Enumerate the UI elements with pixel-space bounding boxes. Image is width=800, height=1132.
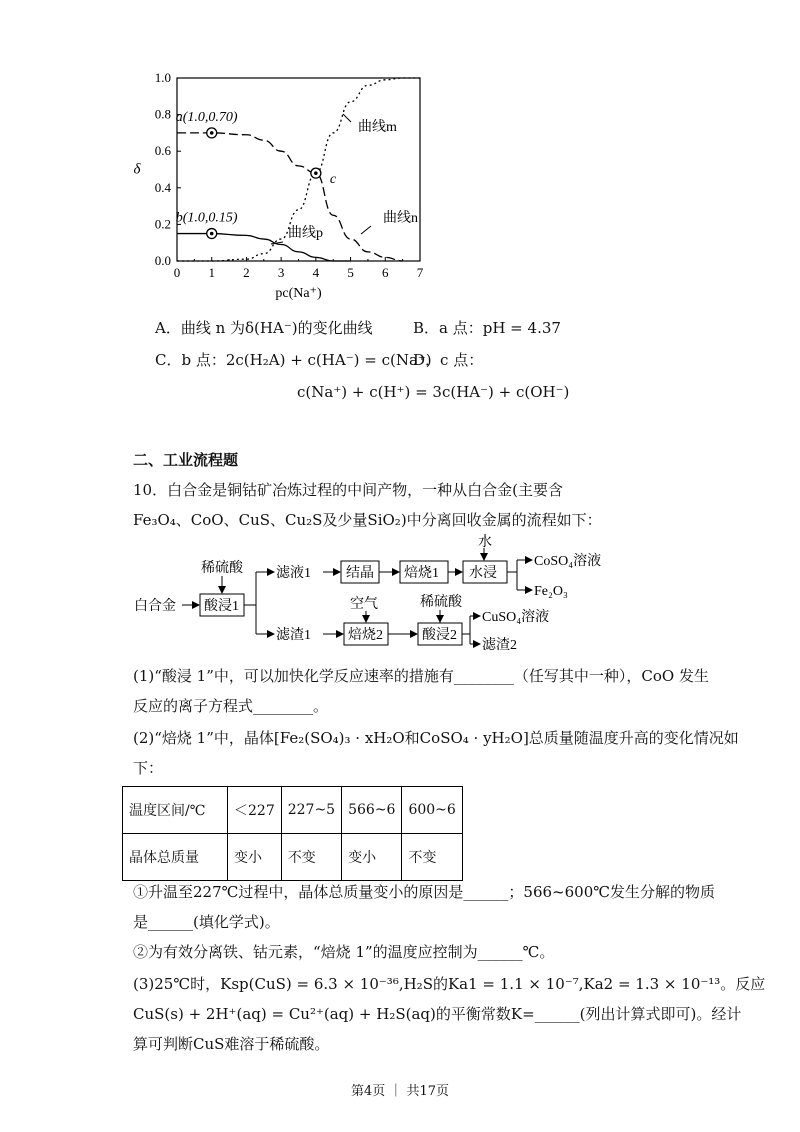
flow-box-crystallize: 结晶 bbox=[346, 566, 374, 581]
table-cell: ＜227 bbox=[228, 787, 282, 834]
option-d-equation: c(Na⁺) + c(H⁺) = 3c(HA⁻) + c(OH⁻) bbox=[297, 383, 570, 401]
table-cell: 晶体总质量 bbox=[123, 834, 228, 881]
x-tick-label: 4 bbox=[312, 265, 320, 280]
data-point-center bbox=[210, 131, 214, 135]
flow-out-fe2o3: Fe₂O₃ bbox=[534, 584, 568, 599]
q1-line-2: 反应的离子方程式________。 bbox=[133, 697, 329, 715]
x-tick-label: 5 bbox=[347, 265, 354, 280]
flow-air-label: 空气 bbox=[350, 597, 378, 612]
y-tick-label: 0.0 bbox=[154, 253, 171, 268]
flow-acid1-label: 稀硫酸 bbox=[201, 561, 243, 576]
flow-out-cuso4: CuSO₄溶液 bbox=[482, 610, 550, 625]
flow-acid2-label: 稀硫酸 bbox=[420, 595, 462, 610]
q3-line-2: CuS(s) + 2H⁺(aq) = Cu²⁺(aq) + H₂S(aq)的平衡常数K=______(列出计算式即可)。经计 bbox=[133, 1005, 742, 1023]
y-axis-label: δ bbox=[133, 161, 141, 178]
q2-sub1-line-2: 是______(填化学式)。 bbox=[133, 913, 280, 931]
option-d: D．c 点： bbox=[413, 351, 484, 369]
table-cell: 566~6 bbox=[342, 787, 402, 834]
page-footer: 第4页 ｜ 共17页 bbox=[350, 1084, 450, 1099]
q2-sub2: ②为有效分离铁、钴元素，“焙烧 1”的温度应控制为______℃。 bbox=[133, 943, 555, 961]
x-tick-label: 2 bbox=[243, 265, 250, 280]
flow-residue1: 滤渣1 bbox=[276, 628, 311, 643]
table-cell: 变小 bbox=[228, 834, 282, 881]
curve-label: 曲线p bbox=[288, 226, 323, 241]
y-tick-label: 0.2 bbox=[154, 216, 171, 232]
point-label: c bbox=[329, 172, 337, 188]
distribution-chart bbox=[125, 62, 445, 312]
process-flow-diagram bbox=[130, 530, 650, 660]
table-cell: 不变 bbox=[281, 834, 341, 881]
curve-label-leader bbox=[343, 114, 351, 122]
section-title: 二、工业流程题 bbox=[133, 451, 239, 469]
q3-line-3: 算可判断CuS难溶于稀硫酸。 bbox=[133, 1035, 330, 1053]
q2-line-2: 下： bbox=[133, 759, 164, 777]
series-line-曲线p bbox=[177, 234, 351, 261]
point-label: b(1.0,0.15) bbox=[175, 210, 238, 226]
y-tick-label: 0.6 bbox=[154, 143, 171, 159]
flow-water-label: 水 bbox=[478, 535, 492, 550]
curve-label: 曲线m bbox=[358, 120, 397, 135]
q2-line-1: (2)“焙烧 1”中，晶体[Fe₂(SO₄)₃ · xH₂O和CoSO₄ · yH₂O]总质量随温度升高的变化情况如 bbox=[133, 729, 739, 747]
point-label: a(1.0,0.70) bbox=[175, 109, 238, 125]
table-cell: 温度区间/℃ bbox=[123, 787, 228, 834]
table-cell: 变小 bbox=[342, 834, 402, 881]
y-tick-label: 0.4 bbox=[154, 179, 171, 195]
q1-line-1: (1)“酸浸 1”中，可以加快化学反应速率的措施有________（任写其中一种），CoO 发生 bbox=[133, 667, 709, 685]
flow-out-residue2: 滤渣2 bbox=[482, 638, 517, 653]
question-10-line-2: Fe₃O₄、CoO、CuS、Cu₂S及少量SiO₂)中分离回收金属的流程如下： bbox=[133, 511, 602, 529]
x-tick-label: 3 bbox=[277, 265, 285, 280]
option-a: A．曲线 n 为δ(HA⁻)的变化曲线 bbox=[155, 319, 373, 337]
data-point-center bbox=[210, 232, 214, 236]
flow-box-acid1: 酸浸1 bbox=[204, 599, 239, 614]
table-cell: 600~6 bbox=[402, 787, 462, 834]
table-row bbox=[123, 834, 463, 881]
x-tick-label: 0 bbox=[173, 265, 181, 280]
table-cell: 不变 bbox=[402, 834, 462, 881]
y-tick-label: 0.8 bbox=[154, 106, 171, 122]
x-axis-label: pc(Na⁺) bbox=[275, 286, 322, 301]
curve-label: 曲线n bbox=[383, 211, 418, 226]
flow-box-water-leach: 水浸 bbox=[469, 566, 497, 581]
flow-start: 白合金 bbox=[134, 599, 176, 614]
question-10-line-1: 10．白合金是铜钴矿冶炼过程的中间产物，一种从白合金(主要含 bbox=[133, 481, 563, 499]
table-cell: 227~5 bbox=[281, 787, 341, 834]
option-c: C．b 点：2c(H₂A) + c(HA⁻) = c(Na⁺) bbox=[155, 351, 432, 369]
option-b: B．a 点：pH = 4.37 bbox=[413, 319, 561, 337]
flow-filtrate1: 滤液1 bbox=[276, 566, 311, 581]
series-line-曲线n bbox=[177, 133, 403, 261]
x-tick-label: 7 bbox=[416, 265, 424, 280]
curve-label-leader bbox=[361, 226, 371, 234]
q2-sub1-line-1: ①升温至227℃过程中，晶体总质量变小的原因是______；566~600℃发生分解的物质 bbox=[133, 883, 716, 901]
flow-box-roast2: 焙烧2 bbox=[348, 628, 383, 643]
temperature-table bbox=[122, 786, 463, 881]
y-tick-label: 1.0 bbox=[154, 70, 171, 85]
data-point-center bbox=[314, 171, 318, 175]
flow-box-roast1: 焙烧1 bbox=[404, 566, 439, 581]
flow-out-coso4: CoSO₄溶液 bbox=[534, 554, 602, 569]
flow-box-acid2: 酸浸2 bbox=[422, 628, 457, 643]
x-tick-label: 1 bbox=[208, 265, 215, 280]
x-tick-label: 6 bbox=[382, 265, 389, 280]
table-header-row bbox=[123, 787, 463, 834]
q3-line-1: (3)25℃时，Ksp(CuS) = 6.3 × 10⁻³⁶,H₂S的Ka1 = 1.1 × 10⁻⁷,Ka2 = 1.3 × 10⁻¹³。反应 bbox=[133, 975, 766, 993]
